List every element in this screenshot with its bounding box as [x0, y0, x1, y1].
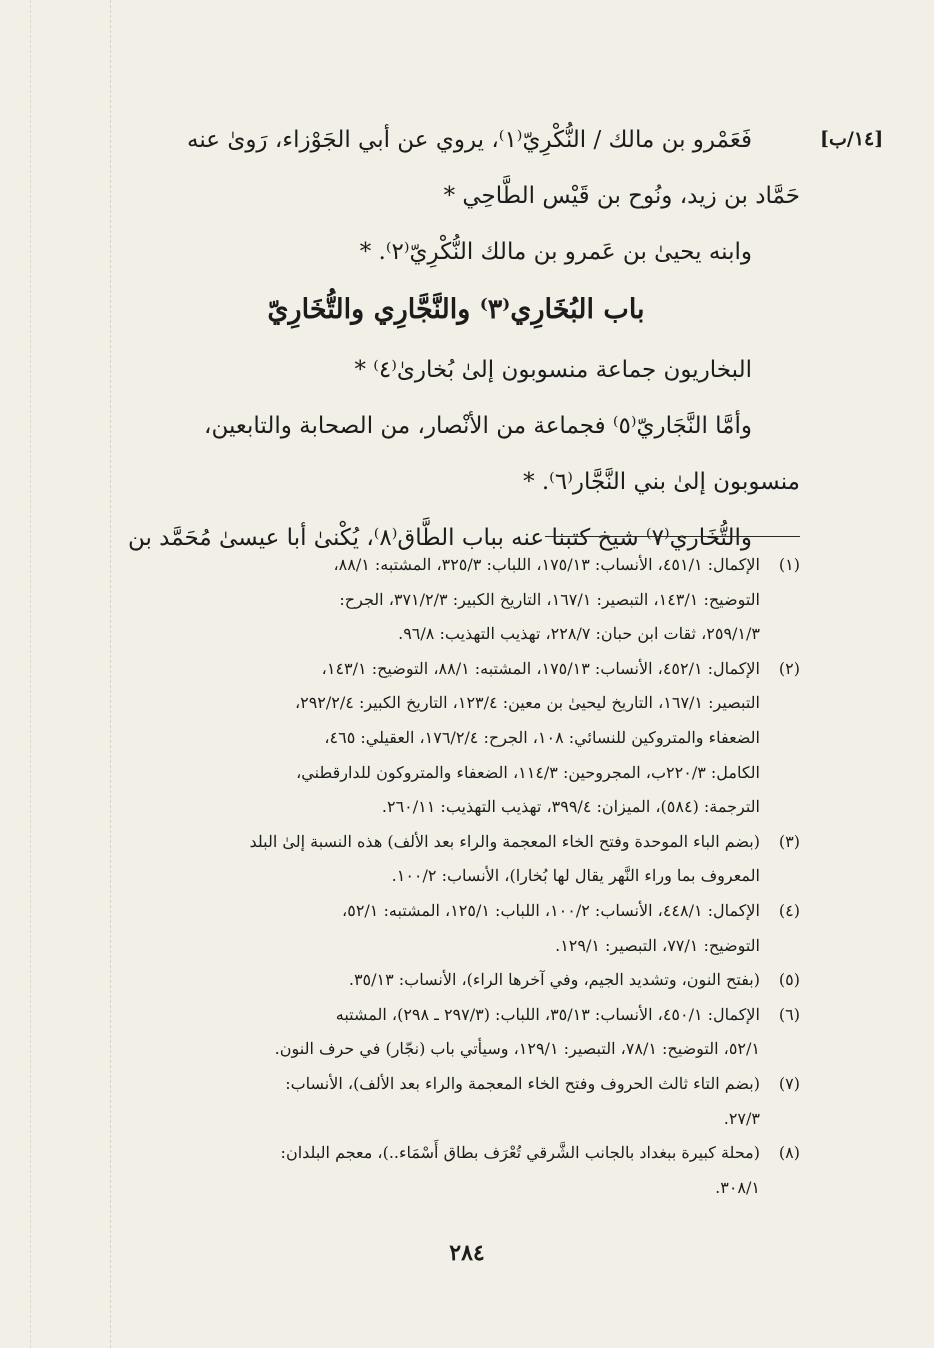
footnote-line: الإكمال: ٤٤٨/١، الأنساب: ١٠٠/٢، اللباب: ١٢٥/١، المشتبه: ٥٢/١،: [342, 900, 760, 920]
footnotes: [112, 548, 800, 1205]
text-line: وابنه يحيىٰ بن عَمرو بن مالك النُّكْرِيّ⁽٢⁾. *: [359, 239, 752, 265]
footnote-number: (٧): [778, 1073, 800, 1093]
footnote-line: ٥٢/١، التوضيح: ٧٨/١، التبصير: ١٢٩/١، وسيأتي باب (نجّار) في حرف النون.: [274, 1039, 760, 1059]
page-number: ٢٨٤: [449, 1240, 485, 1266]
footnote-separator: [545, 536, 800, 537]
footnote-line: الترجمة: (٥٨٤)، الميزان: ٣٩٩/٤، تهذيب التهذيب: ٢٦٠/١١.: [381, 797, 760, 817]
text-line: وأمَّا النَّجَاريّ⁽٥⁾ فجماعة من الأنْصار، من الصحابة والتابعين،: [204, 413, 752, 439]
footnote: [112, 1136, 800, 1205]
footnote-number: (٣): [778, 831, 800, 851]
footnote-line: (بضم الباء الموحدة وفتح الخاء المعجمة والراء بعد الألف) هذه النسبة إلىٰ البلد: [249, 831, 760, 851]
footnote-line: الكامل: ٢٢٠/٣ب، المجروحين: ١١٤/٣، الضعفاء والمتروكون للدارقطني،: [296, 762, 760, 782]
footnote-line: ٣٠٨/١.: [715, 1177, 760, 1197]
scan-margin: [0, 0, 111, 1348]
footnote-line: ٢٥٩/١/٣، ثقات ابن حبان: ٢٢٨/٧، تهذيب التهذيب: ٩٦/٨.: [398, 624, 760, 644]
text-line: البخاريون جماعة منسوبون إلىٰ بُخارىٰ⁽٤⁾ *: [354, 357, 752, 383]
footnote-number: (٢): [778, 658, 800, 678]
footnote-line: الإكمال: ٤٥٠/١، الأنساب: ٣٥/١٣، اللباب: (٢٩٧/٣ ـ ٢٩٨)، المشتبه: [335, 1004, 760, 1024]
footnote-line: (بفتح النون، وتشديد الجيم، وفي آخرها الراء)، الأنساب: ٣٥/١٣.: [348, 970, 760, 990]
footnote-line: التوضيح: ٧٧/١، التبصير: ١٢٩/١.: [555, 935, 760, 955]
text-line: حَمَّاد بن زيد، ونُوح بن قَيْس الطَّاحِي *: [443, 183, 800, 209]
footnote-line: (محلة كبيرة ببغداد بالجانب الشَّرقي تُعْرَف بطاق أَسْمَاء..)، معجم البلدان:: [280, 1143, 760, 1163]
text-line: منسوبون إلىٰ بني النَّجَّار⁽٦⁾. *: [523, 469, 800, 495]
footnote-line: (بضم التاء ثالث الحروف وفتح الخاء المعجمة والراء بعد الألف)، الأنساب:: [285, 1073, 760, 1093]
text-line: والتُّخَاري⁽٧⁾ شيخ كتبنا عنه بباب الطَّاق⁽٨⁾، يُكْنىٰ أبا عيسىٰ مُحَمَّد بن: [127, 525, 752, 551]
main-text: [112, 112, 800, 566]
footnote-line: الإكمال: ٤٥١/١، الأنساب: ١٧٥/١٣، اللباب: ٣٢٥/٣، المشتبه: ٨٨/١،: [333, 555, 760, 574]
footnote-line: المعروف بما وراء النَّهر يقال لها بُخارا)، الأنساب: ١٠٠/٢.: [391, 866, 760, 886]
footnote-number: (٦): [778, 1004, 800, 1024]
folio-marker: [١٤/ب]: [820, 128, 884, 150]
footnote-number: (٨): [778, 1143, 800, 1163]
footnote-line: الضعفاء والمتروكين للنسائي: ١٠٨، الجرح: ١٧٦/٢/٤، العقيلي: ٤٦٥،: [324, 727, 760, 747]
footnote: [112, 998, 800, 1067]
footnote: [112, 1067, 800, 1136]
section-heading: باب البُخَارِي⁽٣⁾ والنَّجَّارِي والتُّخَارِيّ: [267, 294, 645, 325]
footnote-line: التبصير: ١٦٧/١، التاريخ ليحيىٰ بن معين: ١٢٣/٤، التاريخ الكبير: ٢٩٢/٢/٤،: [294, 693, 760, 713]
footnote-line: التوضيح: ١٤٣/١، التبصير: ١٦٧/١، التاريخ الكبير: ٣٧١/٢/٣، الجرح:: [339, 589, 760, 609]
footnote: [112, 963, 800, 998]
footnote: [112, 652, 800, 825]
footnote-number: (٥): [778, 970, 800, 990]
footnote-line: ٢٧/٣.: [723, 1108, 760, 1128]
footnote-number: (١): [778, 555, 800, 574]
text-line: فَعَمْرو بن مالك / النُّكْرِيّ⁽١⁾، يروي عن أبي الجَوْزاء، رَوىٰ عنه: [187, 127, 752, 153]
footnote: [112, 548, 800, 652]
footnote-number: (٤): [778, 900, 800, 920]
footnote-line: الإكمال: ٤٥٢/١، الأنساب: ١٧٥/١٣، المشتبه: ٨٨/١، التوضيح: ١٤٣/١،: [321, 658, 760, 678]
footnote: [112, 894, 800, 963]
footnote: [112, 825, 800, 894]
